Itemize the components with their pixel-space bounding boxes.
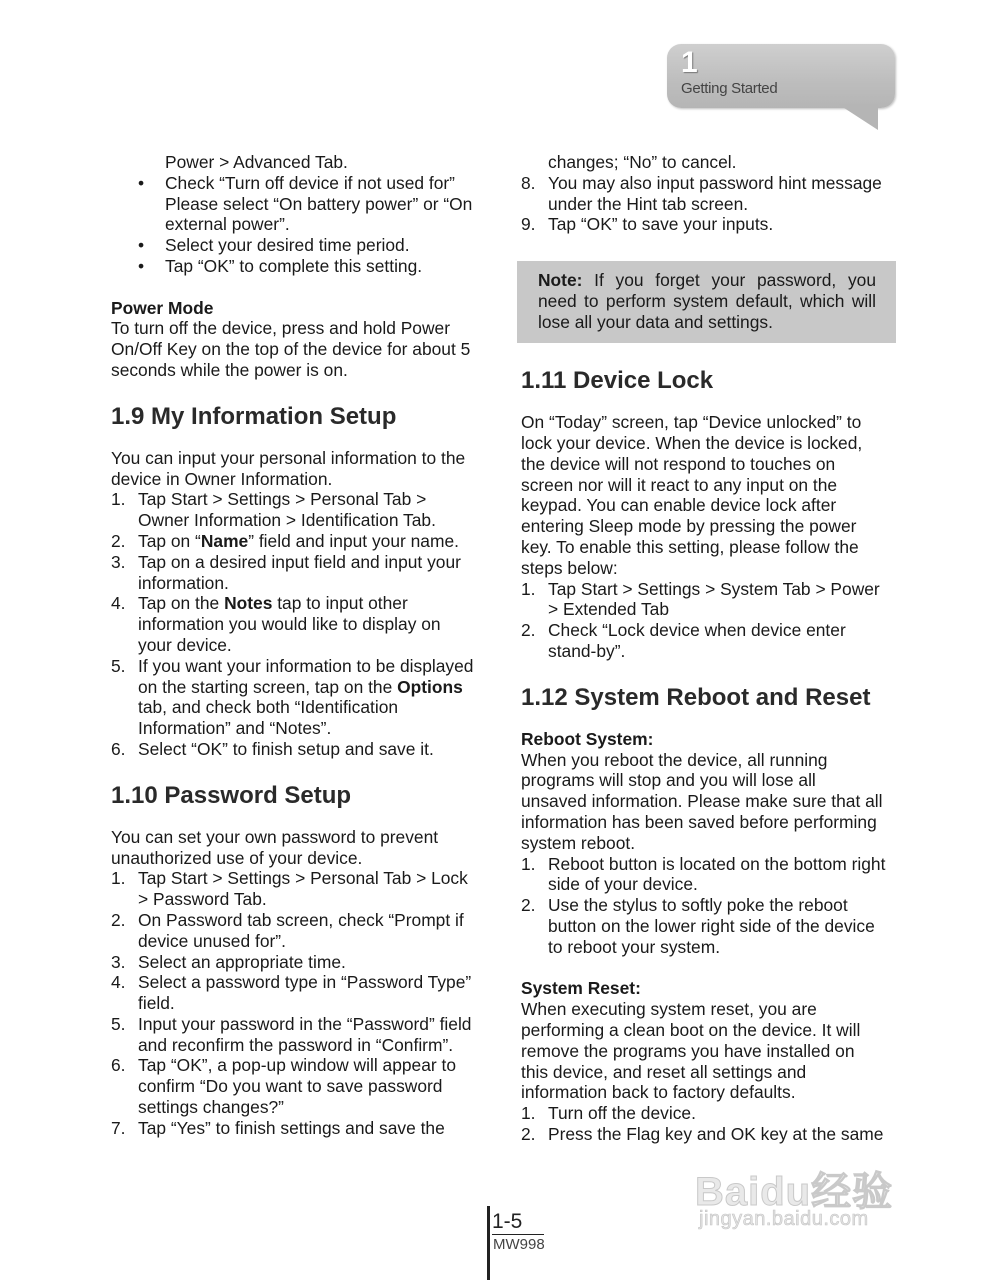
body-line: programs will stop and you will lose all <box>521 770 816 791</box>
bullet-marker: • <box>138 235 145 256</box>
list-item <box>111 972 489 1014</box>
body-line: key. To enable this setting, please follow the <box>521 536 859 557</box>
body-line: seconds while the power is on. <box>111 359 348 380</box>
section-heading-1-10: 1.10 Password Setup <box>111 781 352 809</box>
list-item-text: on the starting screen, tap on the <box>138 676 398 697</box>
list-item-text: Input your password in the “Password” field <box>138 1013 472 1034</box>
list-item-text: Check “Lock device when device enter <box>548 620 846 641</box>
list-item-text: Tap Start > Settings > Personal Tab > <box>138 489 427 510</box>
list-item-text: Select a password type in “Password Type” <box>138 972 472 993</box>
reboot-heading: Reboot System: <box>521 728 654 749</box>
step-number: 2. <box>521 895 536 916</box>
field-name: Name <box>200 530 249 551</box>
reset-heading: System Reset: <box>521 978 641 999</box>
list-item-text: Please select “On battery power” or “On <box>165 193 473 214</box>
list-item-text: Select an appropriate time. <box>138 951 346 972</box>
list-item-text: Tap “OK” to save your inputs. <box>548 214 774 235</box>
list-item <box>111 1014 489 1056</box>
list-item-text: tab, and check both “Identification <box>138 697 399 718</box>
section-heading-1-9: 1.9 My Information Setup <box>111 402 397 430</box>
list-item-text: > Extended Tab <box>548 599 670 620</box>
list-item-text: > Password Tab. <box>138 889 267 910</box>
step-number: 2. <box>521 620 536 641</box>
step-number: 6. <box>111 738 126 759</box>
body-line: lock your device. When the device is locked, <box>521 432 863 453</box>
list-item-text: Tap on the <box>138 593 225 614</box>
field-name: Options <box>397 676 463 697</box>
body-line: You can input your personal information to the <box>111 447 466 468</box>
body-line: You can set your own password to prevent <box>111 826 439 847</box>
list-item <box>111 910 489 952</box>
list-item <box>521 620 899 662</box>
watermark-url: jingyan.baidu.com <box>699 1208 869 1230</box>
list-item-text: Select “OK” to finish setup and save it. <box>138 738 434 759</box>
step-number: 1. <box>521 1103 536 1124</box>
list-item-text: If you want your information to be displayed <box>138 655 474 676</box>
list-item <box>111 235 489 256</box>
body-line: screen nor will it react to any input on the <box>521 474 838 495</box>
list-item <box>111 256 489 277</box>
list-item-text: tap to input other <box>272 593 408 614</box>
list-item-text: information. <box>138 572 229 593</box>
watermark <box>695 1160 923 1232</box>
list-item <box>521 1103 899 1124</box>
list-item <box>111 593 489 655</box>
step-number: 1. <box>521 578 536 599</box>
body-line: When executing system reset, you are <box>521 999 817 1020</box>
model-name: MW998 <box>493 1236 545 1253</box>
intro-continuation: Power > Advanced Tab. <box>165 152 348 172</box>
list-item-text: Use the stylus to softly poke the reboot <box>548 895 848 916</box>
step-number: 7. <box>111 1117 126 1138</box>
list-item <box>111 739 489 760</box>
step-number: 3. <box>111 951 126 972</box>
list-item <box>521 1124 899 1145</box>
field-name: Notes <box>224 593 273 614</box>
body-line: information back to factory defaults. <box>521 1082 796 1103</box>
list-item <box>111 173 489 235</box>
step-number: 5. <box>111 1013 126 1034</box>
list-item-text: Owner Information > Identification Tab. <box>138 510 436 531</box>
body-line: this device, and reset all settings and <box>521 1061 807 1082</box>
list-item-text: You may also input password hint message <box>548 172 882 193</box>
list-item-text: external power”. <box>165 214 290 235</box>
body-line: remove the programs you have installed on <box>521 1040 855 1061</box>
body-line: steps below: <box>521 557 618 578</box>
body-line: keypad. You can enable device lock after <box>521 495 837 516</box>
list-item-text: information you would like to display on <box>138 614 441 635</box>
step-number: 2. <box>521 1123 536 1144</box>
bullet-marker: • <box>138 172 145 193</box>
chapter-badge <box>667 44 895 108</box>
body-line: When you reboot the device, all running <box>521 749 828 770</box>
continuation-line: changes; “No” to cancel. <box>548 152 737 172</box>
list-item-text: Tap Start > Settings > Personal Tab > Lock <box>138 868 468 889</box>
step-number: 4. <box>111 593 126 614</box>
list-item <box>111 868 489 910</box>
step-number: 3. <box>111 551 126 572</box>
list-item-text: Tap “OK”, a pop-up window will appear to <box>138 1055 457 1076</box>
step-number: 2. <box>111 909 126 930</box>
list-item-text: Tap “OK” to complete this setting. <box>165 255 423 276</box>
body-line: To turn off the device, press and hold Power <box>111 318 450 339</box>
chapter-title: Getting Started <box>681 80 778 97</box>
list-item <box>521 579 899 621</box>
section-heading-1-12: 1.12 System Reboot and Reset <box>521 683 871 711</box>
list-item-text: and reconfirm the password in “Confirm”. <box>138 1034 454 1055</box>
list-item <box>521 173 899 215</box>
list-item-text: button on the lower right side of the device <box>548 915 875 936</box>
list-item-text: Check “Turn off device if not used for” <box>165 172 455 193</box>
step-number: 6. <box>111 1055 126 1076</box>
list-item-text: ” field and input your name. <box>248 530 459 551</box>
step-number: 9. <box>521 214 536 235</box>
list-item <box>111 489 489 531</box>
list-item <box>521 895 899 957</box>
power-mode-heading: Power Mode <box>111 297 214 318</box>
list-item-text: Tap on a desired input field and input your <box>138 551 461 572</box>
list-item <box>521 854 899 896</box>
body-line: device in Owner Information. <box>111 468 333 489</box>
list-item-text: Select your desired time period. <box>165 235 410 256</box>
step-number: 1. <box>111 868 126 889</box>
step-number: 8. <box>521 172 536 193</box>
step-number: 2. <box>111 530 126 551</box>
body-line: system reboot. <box>521 832 636 853</box>
list-item <box>111 1118 489 1139</box>
body-line: the device will not respond to touches on <box>521 453 836 474</box>
chapter-badge-tail <box>838 104 878 130</box>
list-item <box>521 214 899 235</box>
step-number: 4. <box>111 972 126 993</box>
list-item-text: Tap Start > Settings > System Tab > Power <box>548 578 880 599</box>
list-item-text: Information” and “Notes”. <box>138 718 332 739</box>
list-item <box>111 656 489 739</box>
list-item-text: field. <box>138 993 175 1014</box>
list-item-text: your device. <box>138 634 232 655</box>
step-number: 1. <box>521 853 536 874</box>
list-item <box>111 952 489 973</box>
body-line: unsaved information. Please make sure that all <box>521 791 883 812</box>
list-item-text: under the Hint tab screen. <box>548 193 749 214</box>
footer-rule <box>492 1234 544 1235</box>
list-item-text: On Password tab screen, check “Prompt if <box>138 909 464 930</box>
right-column <box>521 152 899 1145</box>
list-item-text: Reboot button is located on the bottom right <box>548 853 886 874</box>
body-line: unauthorized use of your device. <box>111 847 363 868</box>
left-column <box>111 152 489 1139</box>
body-line: On/Off Key on the top of the device for about 5 <box>111 339 471 360</box>
list-item-text: to reboot your system. <box>548 936 721 957</box>
list-item <box>111 531 489 552</box>
list-item-text: settings changes?” <box>138 1097 284 1118</box>
body-line: performing a clean boot on the device. It will <box>521 1019 861 1040</box>
list-item-text: Tap on “ <box>138 530 201 551</box>
note-text: If you forget your password, you need to perform system default, which will lose all your data and settings. <box>538 270 876 332</box>
list-item-text: confirm “Do you want to save password <box>138 1076 443 1097</box>
list-item-text: Press the Flag key and OK key at the same <box>548 1123 884 1144</box>
body-line: entering Sleep mode by pressing the power <box>521 516 857 537</box>
step-number: 1. <box>111 489 126 510</box>
body-line: On “Today” screen, tap “Device unlocked” to <box>521 412 862 433</box>
list-item-text: device unused for”. <box>138 930 286 951</box>
list-item <box>111 552 489 594</box>
step-number: 5. <box>111 655 126 676</box>
list-item-text: side of your device. <box>548 874 698 895</box>
list-item-text: stand-by”. <box>548 640 626 661</box>
note-label: Note: <box>538 270 583 290</box>
section-heading-1-11: 1.11 Device Lock <box>521 367 714 395</box>
watermark-logo: Baidu经验 <box>695 1170 894 1214</box>
bullet-marker: • <box>138 255 145 276</box>
chapter-number: 1 <box>681 46 698 79</box>
page-number: 1-5 <box>492 1210 523 1233</box>
body-line: information has been saved before performing <box>521 811 877 832</box>
footer-divider <box>487 1206 490 1280</box>
list-item-text: Tap “Yes” to finish settings and save the <box>138 1117 445 1138</box>
list-item-text: Turn off the device. <box>548 1103 696 1124</box>
list-item <box>111 1055 489 1117</box>
